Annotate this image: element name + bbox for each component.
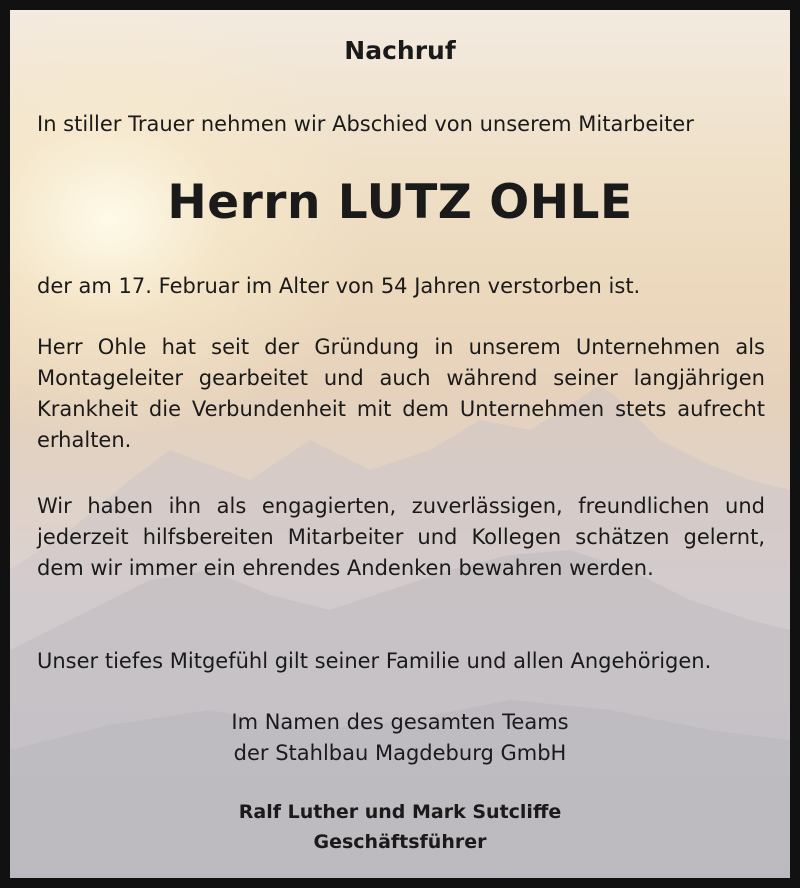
signatories: Ralf Luther und Mark Sutcliffe [238, 801, 562, 823]
notice-heading: Nachruf [344, 36, 456, 65]
on-behalf-block [10, 707, 790, 769]
deceased-name: Herrn LUTZ OHLE [167, 175, 633, 230]
condolence-paragraph: Unser tiefes Mitgefühl gilt seiner Familie und allen Angehörigen. [37, 649, 712, 673]
company-line: der Stahlbau Magdeburg GmbH [233, 741, 567, 765]
on-behalf-line-1: Im Namen des gesamten Teams [231, 710, 569, 734]
signatory-title: Geschäftsführer [313, 831, 487, 853]
notice-text [10, 10, 790, 878]
obituary-notice [10, 10, 790, 878]
intro-line: In stiller Trauer nehmen wir Abschied von unserem Mitarbeiter [37, 112, 694, 136]
tribute-paragraph-1: Herr Ohle hat seit der Gründung in unserem Unternehmen als Montageleiter gearbeitet und auch während seiner langjährigen Krankheit die Verbundenheit mit dem Unternehmen stets aufrecht erhalten. [37, 335, 765, 452]
signature-block [10, 797, 790, 857]
death-line: der am 17. Februar im Alter von 54 Jahren verstorben ist. [37, 274, 641, 298]
tribute-paragraph-2: Wir haben ihn als engagierten, zuverlässigen, freundlichen und jederzeit hilfsbereiten Mitarbeiter und Kollegen schätzen gelernt, dem wir immer ein ehrendes Andenken bewahren werden. [37, 494, 765, 580]
